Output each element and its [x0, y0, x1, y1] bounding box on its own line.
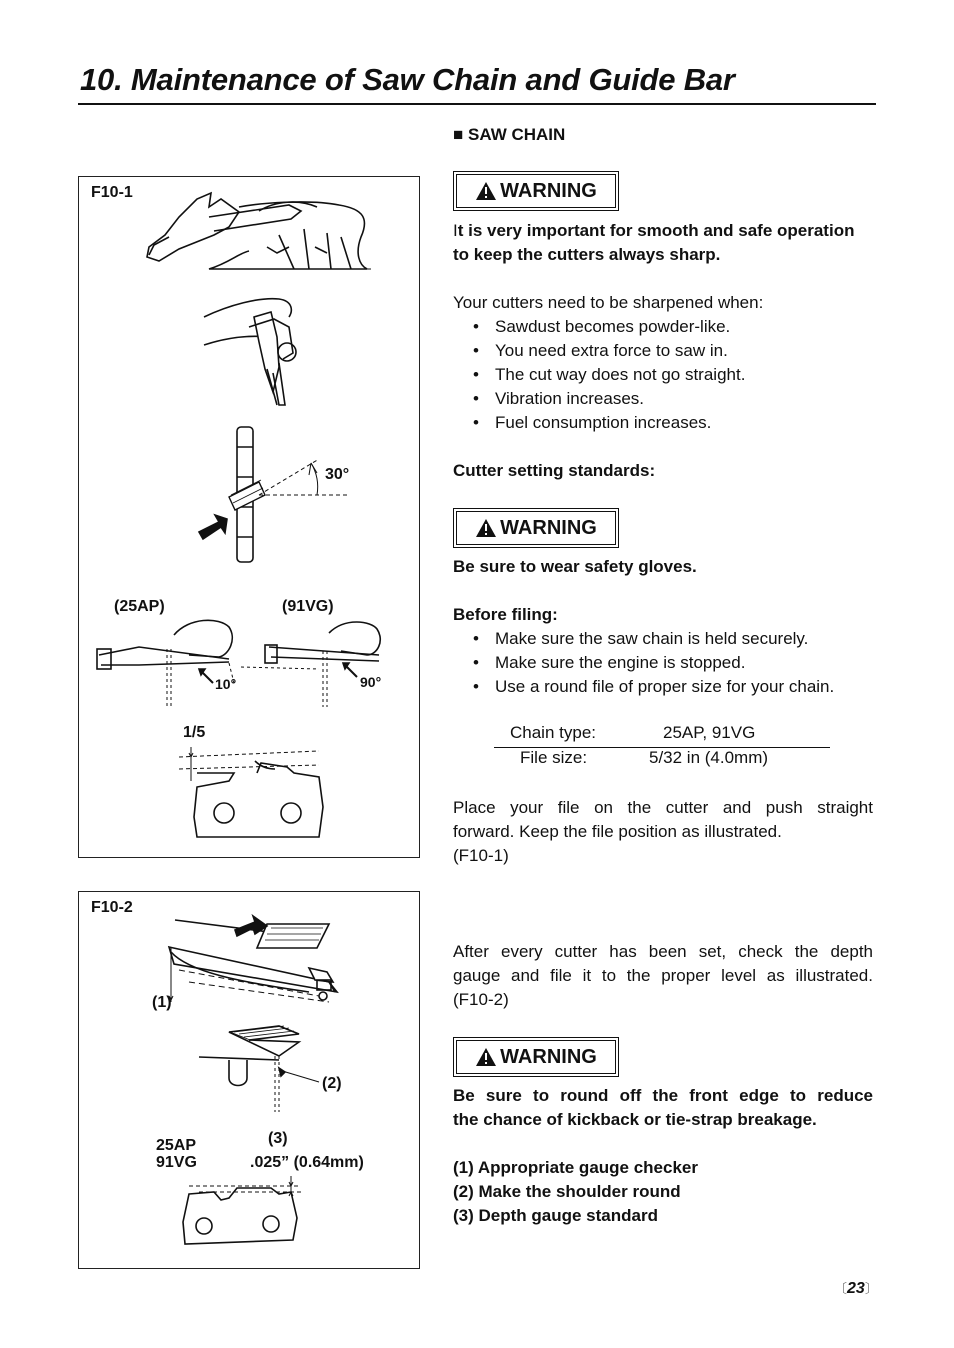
- list-item: • Make sure the saw chain is held securely.: [473, 627, 873, 651]
- spec-row-file-size: [494, 748, 830, 772]
- spec-label: File size:: [520, 748, 588, 767]
- before-filing-list: [453, 627, 873, 699]
- chainsaw-stump-illustration: [147, 193, 371, 269]
- sharpen-section: [453, 291, 873, 435]
- spec-value: 5/32 in (4.0mm): [649, 748, 769, 767]
- angle-30-label: 30°: [325, 466, 350, 483]
- paragraph-line: (F10-2): [453, 990, 509, 1009]
- page-bracket: 〔: [834, 1281, 848, 1296]
- callout-1-label: (1): [152, 994, 172, 1011]
- paragraph-line: Place your file on the cutter and push straight: [453, 798, 873, 817]
- sharpen-intro: Your cutters need to be sharpened when:: [453, 293, 764, 312]
- warning-box-3: [453, 1037, 619, 1077]
- before-filing-section: [453, 603, 873, 699]
- warning-triangle-icon: [475, 1047, 497, 1067]
- page-number-value: 23: [847, 1280, 865, 1297]
- legend-item: (2) Make the shoulder round: [453, 1182, 681, 1201]
- place-file-paragraph: [453, 796, 873, 868]
- figure-label: F10-2: [91, 899, 133, 916]
- page-title: 10. Maintenance of Saw Chain and Guide Bar: [80, 62, 735, 97]
- warning-label: WARNING: [500, 516, 597, 539]
- figure-f10-1-illustration: [79, 177, 419, 857]
- paragraph-line: the chance of kickback or tie-strap breakage.: [453, 1110, 817, 1129]
- title-divider: [78, 103, 876, 105]
- list-item: • Vibration increases.: [473, 387, 873, 411]
- list-item: • Fuel consumption increases.: [473, 411, 873, 435]
- after-every-paragraph: [453, 940, 873, 1012]
- angle-10-label: 10°: [215, 676, 237, 692]
- warning-1-initial: I: [453, 221, 458, 240]
- list-item: • Sawdust becomes powder-like.: [473, 315, 873, 339]
- chain-30-degree-illustration: [199, 427, 349, 562]
- paragraph-line: gauge and file it to the proper level as illustrated.: [453, 966, 873, 985]
- warning-3-text: [453, 1084, 873, 1132]
- warning-1-body: t is very important for smooth and safe operation to keep the cutters always sharp.: [453, 221, 855, 264]
- paragraph-line: Be sure to round off the front edge to reduce: [453, 1086, 873, 1105]
- shoulder-round-illustration: [199, 1026, 319, 1112]
- legend-item: (1) Appropriate gauge checker: [453, 1158, 698, 1177]
- callout-2-label: (2): [322, 1075, 342, 1092]
- figure-f10-1: [78, 176, 420, 858]
- warning-label: WARNING: [500, 179, 597, 202]
- figure-f10-2: [78, 891, 420, 1269]
- list-item: • Make sure the engine is stopped.: [473, 651, 873, 675]
- figure-legend: [453, 1156, 873, 1228]
- type-25ap-label: (25AP): [114, 598, 165, 615]
- file-on-chain-illustration: [204, 299, 296, 405]
- gauge-checker-illustration: [169, 916, 337, 1002]
- list-item: • You need extra force to saw in.: [473, 339, 873, 363]
- file-angle-illustration: [97, 620, 380, 707]
- warning-2-text: Be sure to wear safety gloves.: [453, 557, 697, 576]
- spec-label: Chain type:: [510, 723, 596, 742]
- figure-label: F10-1: [91, 184, 133, 201]
- warning-label: WARNING: [500, 1045, 597, 1068]
- paragraph-line: forward. Keep the file position as illustrated.: [453, 822, 782, 841]
- sharpen-list: [453, 315, 873, 435]
- list-item: • Use a round file of proper size for your chain.: [473, 675, 873, 699]
- page-number: [834, 1278, 878, 1298]
- cutter-profile-illustration: [179, 747, 323, 837]
- spec-row-chain-type: [494, 723, 830, 747]
- section-marker: ■: [453, 125, 464, 144]
- fraction-label: 1/5: [183, 724, 206, 741]
- warning-triangle-icon: [475, 181, 497, 201]
- before-filing-heading: Before filing:: [453, 605, 558, 624]
- legend-item: (3) Depth gauge standard: [453, 1206, 658, 1225]
- paragraph-line: (F10-1): [453, 846, 509, 865]
- warning-box-2: [453, 508, 619, 548]
- type-91vg-label: 91VG: [156, 1154, 197, 1171]
- spec-table: [494, 723, 830, 772]
- type-25ap-label: 25AP: [156, 1137, 197, 1154]
- spec-value: 25AP, 91VG: [663, 723, 756, 742]
- paragraph-line: After every cutter has been set, check the depth: [453, 942, 873, 961]
- page-bracket: 〕: [864, 1281, 878, 1296]
- warning-box-1: [453, 171, 619, 211]
- callout-3-label: (3): [268, 1130, 288, 1147]
- depth-label: .025” (0.64mm): [250, 1154, 364, 1171]
- warning-1-text: [453, 219, 873, 267]
- section-label: SAW CHAIN: [468, 125, 566, 144]
- warning-triangle-icon: [475, 518, 497, 538]
- section-heading: [453, 123, 873, 147]
- angle-90-label: 90°: [360, 674, 382, 690]
- figure-f10-2-illustration: [79, 892, 419, 1268]
- depth-gauge-illustration: [183, 1176, 301, 1244]
- cutter-standards-heading: Cutter setting standards:: [453, 461, 656, 480]
- list-item: • The cut way does not go straight.: [473, 363, 873, 387]
- type-91vg-label: (91VG): [282, 598, 334, 615]
